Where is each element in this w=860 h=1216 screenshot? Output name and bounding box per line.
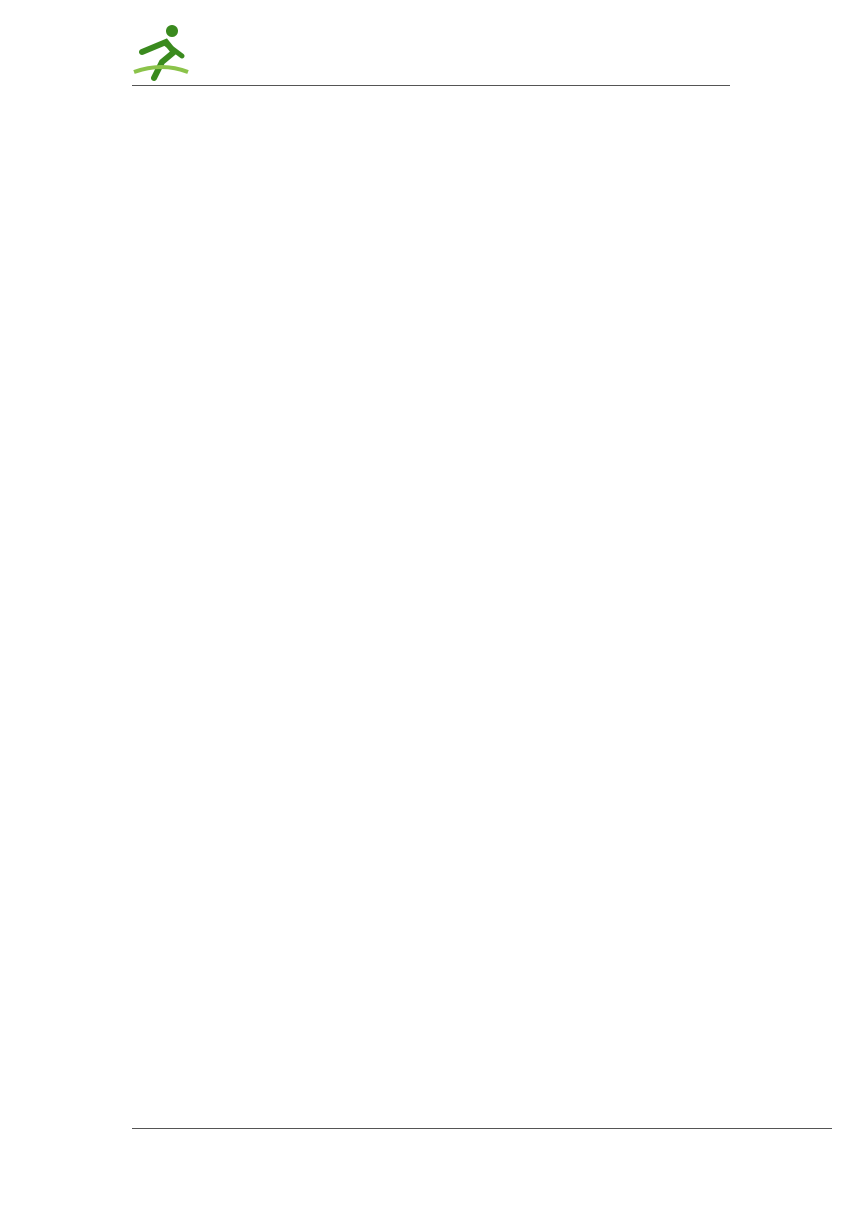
footer-divider — [132, 1128, 832, 1129]
section-pronunciation-heading — [160, 208, 726, 232]
page-header — [132, 22, 730, 86]
section-meaning-heading — [160, 232, 726, 256]
runner-logo-icon — [132, 22, 192, 82]
document-body — [160, 148, 726, 257]
logo — [132, 22, 342, 82]
author-subheading — [160, 148, 726, 172]
spacer — [160, 172, 726, 208]
header-divider — [132, 85, 730, 86]
